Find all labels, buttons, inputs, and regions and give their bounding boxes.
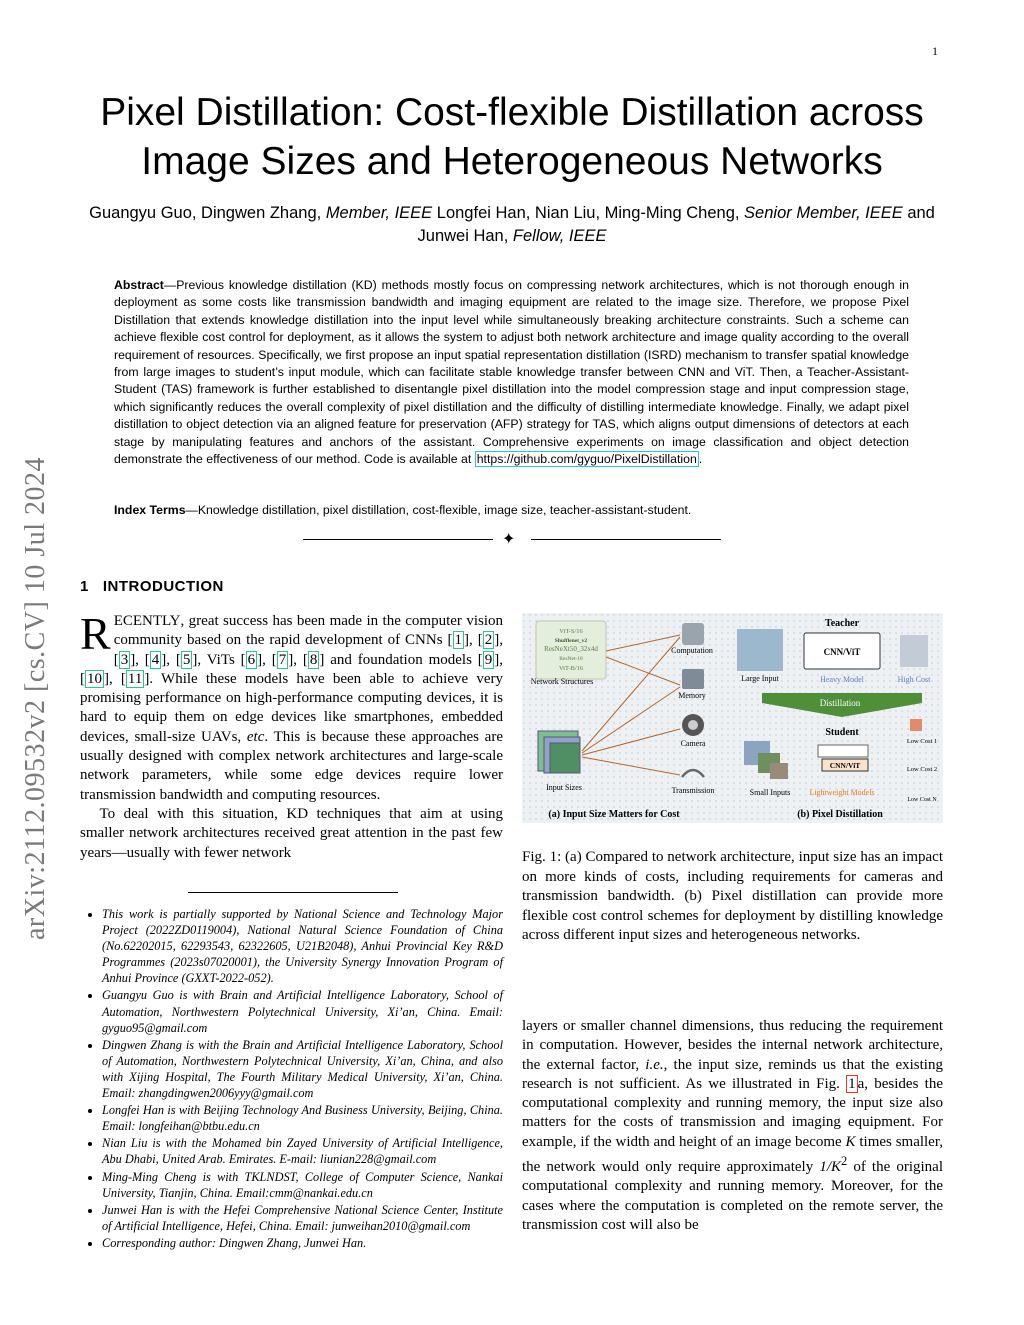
right-text-5: of the original computational complexity and running memory. Moreover, for the cases where the computation is completed on the remote server, the transmission cost will also be xyxy=(522,1159,943,1233)
figure-reference[interactable]: 1 xyxy=(848,1075,856,1092)
abstract xyxy=(114,277,909,468)
student-model: CNN/ViT xyxy=(829,761,861,770)
footnote: • Guangyu Guo is with Brain and Artificial Intelligence Laboratory, School of Automation, Northwestern Polytechnical University, Xi’an, China. Email: gyguo95@gmail.com xyxy=(102,987,503,1035)
section-heading xyxy=(80,578,224,595)
figure-1 xyxy=(522,613,943,823)
authors-part-1: Guangyu Guo, Dingwen Zhang, xyxy=(89,204,322,222)
math-sup: 2 xyxy=(841,1154,848,1169)
citation[interactable]: 8 xyxy=(309,651,318,668)
net-name: ResNet-18 xyxy=(559,656,583,662)
low-cost-label: Low Cost N xyxy=(907,797,937,803)
citation[interactable]: 10 xyxy=(87,670,102,687)
index-terms-text: —Knowledge distillation, pixel distillation, cost-flexible, image size, teacher-assistant-student. xyxy=(185,503,692,517)
footnote: • Corresponding author: Dingwen Zhang, Junwei Han. xyxy=(102,1235,503,1251)
cost-label: Camera xyxy=(680,739,706,748)
large-input-image xyxy=(737,629,783,671)
abstract-text: —Previous knowledge distillation (KD) methods mostly focus on compressing network architectures, which is not thorough enough in deployment as some costs like transmission bandwidth and imaging equipment are related to the image size. Therefore, we propose Pixel Distillation that extends knowledge distillation into the input level while simultaneously breaking architecture constraints. Such a scheme can achieve flexible cost control for deployment, as it allows the system to adjust both network architecture and image quality according to the overall requirement of resources. Specifically, we first propose an input spatial representation distillation (ISRD) mechanism to transfer spatial knowledge from large images to student’s input module, which can facilitate stable knowledge transfer between CNN and ViT. Then, a Teacher-Assistant-Student (TAS) framework is further established to disentangle pixel distillation into the model compression stage and input compression stage, which significantly reduces the overall complexity of pixel distillation and the difficulty of distilling intermediate knowledge. Finally, we adapt pixel distillation to object detection via an aligned feature for preservation (AFP) strategy for TAS, which aligns output dimensions of detectors at each stage by manipulating features and anchors of the assistant. Comprehensive experiments on image classification and object detection demonstrate the effectiveness of our method. Code is available at xyxy=(114,278,909,467)
footnote: • Dingwen Zhang is with the Brain and Artificial Intelligence Laboratory, School of Automation, Northwestern Polytechnical University, Xi’an, China, and also with Xijing Hospital, The Fourth Military Medical University, Xi’an, China. Email: zhangdingwen2006yyy@gmail.com xyxy=(102,1037,503,1101)
distillation-label: Distillation xyxy=(819,698,861,708)
citation[interactable]: 11 xyxy=(127,670,143,687)
low-cost-label: Low Cost 2 xyxy=(906,766,938,773)
intro-text-b: , ViTs xyxy=(197,651,241,668)
right-text-3: a, besides the computational complexity and running memory, the input size also matters for the costs of transmission and imaging equipment. For example, if the width and height of an image become xyxy=(522,1075,943,1150)
intro-etc: etc xyxy=(246,728,265,745)
network-structures-panel xyxy=(531,621,606,686)
citation[interactable]: 9 xyxy=(484,651,493,668)
index-terms-label: Index Terms xyxy=(114,503,186,517)
right-ie: i.e. xyxy=(645,1056,664,1073)
citation[interactable]: 4 xyxy=(151,651,160,668)
network-structures-label: Network Structures xyxy=(530,677,594,686)
abstract-label: Abstract xyxy=(114,278,164,292)
divider-star-icon: ✦ xyxy=(502,531,516,548)
citation[interactable]: 7 xyxy=(278,651,287,668)
footnotes xyxy=(80,906,503,1252)
dropcap: R xyxy=(80,608,111,659)
server-icon xyxy=(900,635,928,667)
intro-left-column xyxy=(80,608,504,863)
small-inputs-label: Small Inputs xyxy=(749,788,791,797)
chip-icon xyxy=(682,623,704,645)
intro-text-d: . While these models have been able to achieve very promising performance on high-performance computing devices, it is hard to equip them on edge devices like smartphones, embedded devices, small-size UAVs, xyxy=(80,670,503,745)
section-divider xyxy=(303,531,721,548)
author-role-3: Fellow, IEEE xyxy=(512,227,607,245)
page-number: 1 xyxy=(932,44,938,58)
author-role-2: Senior Member xyxy=(744,204,856,222)
citation[interactable]: 1 xyxy=(454,632,463,649)
high-cost-label: High Cost xyxy=(897,675,931,684)
index-terms xyxy=(114,503,909,517)
right-text-4: times smaller, the network would only require approximately xyxy=(522,1133,943,1176)
memory-icon xyxy=(682,669,704,689)
code-link[interactable]: https://github.com/gyguo/PixelDistillation xyxy=(476,452,697,467)
net-name: ViT-S/16 xyxy=(559,628,583,635)
intro-text-a: , great success has been made in the computer vision community based on the rapid development of CNNs xyxy=(113,613,503,649)
student-label: Student xyxy=(825,727,859,738)
intro-text-c: and foundation models xyxy=(324,651,478,668)
teacher-label: Teacher xyxy=(824,618,860,629)
authors-part-2: Longfei Han, Nian Liu, Ming-Ming Cheng, xyxy=(436,204,740,222)
input-sizes-label: Input Sizes xyxy=(546,783,582,792)
intro-paragraph-1: RECENTLY, great success has been made in the computer vision community based on the rapid development of CNNs [ 1 ], [ 2 ], [ 3 ], [ 4 ], [ 5 ], ViTs [ 6 ], [ 7 ], [ 8 ] and foundation models [ 9 ], [ 10 ], [ 11 ]. While these models have been able to achieve very promising performance on high-performance computing devices, it is hard to equip them on edge devices like smartphones, embedded devices, small-size UAVs, etc. This is because these approaches are usually designed with complex network architectures and large-scale network parameters, while some edge devices require lower transmission bandwidth and computing resources. xyxy=(80,608,504,803)
right-text-2: , the input size, reminds us that the existing research is not sufficient. As we illustrated in Fig. xyxy=(522,1056,943,1092)
net-name: Shufflenet_v2 xyxy=(554,638,588,644)
abstract-end: . xyxy=(698,452,703,467)
large-input-label: Large Input xyxy=(741,674,779,683)
first-word: ECENTLY xyxy=(113,613,181,629)
citation[interactable]: 3 xyxy=(120,651,129,668)
citation[interactable]: 6 xyxy=(247,651,256,668)
arxiv-identifier: arXiv:2112.09532v2 [cs.CV] 10 Jul 2024 xyxy=(20,456,51,940)
cost-label: Memory xyxy=(678,691,706,700)
right-column-text xyxy=(522,1017,943,1235)
low-cost-label: Low Cost 1 xyxy=(906,738,938,745)
cost-label: Computation xyxy=(671,646,713,655)
citation[interactable]: 5 xyxy=(182,651,191,668)
intro-paragraph-2: To deal with this situation, KD techniques that aim at using smaller network architectures received great attention in the past few years—usually with fewer network xyxy=(80,805,503,861)
footnote: • This work is partially supported by National Science and Technology Major Project (2022ZD0119004), National Natural Science Foundation of China (No.62202015, 62293543, 62322605, U21B2048), Anhui Provincial Key R&D Programmes (2023s07020001), the University Synergy Innovation Program of Anhui Province (GXXT-2022-052). xyxy=(102,906,503,986)
right-text-1: layers or smaller channel dimensions, thus reducing the requirement in computation. However, besides the internal network architecture, the external factor, xyxy=(522,1018,943,1073)
math-k: K xyxy=(845,1133,856,1150)
authors-part-3: and Junwei Han, xyxy=(417,204,935,245)
author-role-1: Member, IEEE xyxy=(325,204,433,222)
citation[interactable]: 2 xyxy=(484,632,493,649)
section-title: INTRODUCTION xyxy=(102,578,224,595)
math-frac: 1/K xyxy=(819,1159,841,1176)
cost-label: Transmission xyxy=(671,786,715,795)
net-name: ViT-B/16 xyxy=(558,665,584,672)
footnote: • Longfei Han is with Beijing Technology And Business University, Beijing, China. Email: longfeihan@btbu.edu.cn xyxy=(102,1102,503,1134)
author-list xyxy=(80,202,944,248)
footnote-rule xyxy=(188,892,398,893)
footnote: • Nian Liu is with the Mohamed bin Zayed University of Artificial Intelligence, Abu Dhabi, United Arab. Emirates. E-mail: liunian228@gmail.com xyxy=(102,1135,503,1167)
heavy-model-label: Heavy Model xyxy=(820,675,864,684)
net-name: ResNeXt50_32x4d xyxy=(544,645,598,653)
figure-a-caption: (a) Input Size Matters for Cost xyxy=(548,809,680,820)
figure-b-caption: (b) Pixel Distillation xyxy=(797,809,883,820)
section-number: 1 xyxy=(80,578,89,595)
footnote: • Junwei Han is with the Hefei Comprehensive National Science Center, Institute of Artificial Intelligence, Hefei, China. Email: junweihan2010@gmail.com xyxy=(102,1202,503,1234)
figure-caption: Fig. 1: (a) Compared to network architecture, input size has an impact on more kinds of costs, including requirements for cameras and transmission bandwidth. (b) Pixel distillation can provide more flexible cost control schemes for deployment by distilling knowledge across different input sizes and heterogeneous networks. xyxy=(522,849,943,944)
author-role-2-ieee: , IEEE xyxy=(855,204,903,222)
lightweight-models-label: Lightweight Models xyxy=(809,788,875,797)
footnote: • Ming-Ming Cheng is with TKLNDST, College of Computer Science, Nankai University, Tianjin, China. Email:cmm@nankai.edu.cn xyxy=(102,1169,503,1201)
intro-text-e: . This is because these approaches are usually designed with complex network architectures and large-scale network parameters, while some edge devices require lower transmission bandwidth and computing resources. xyxy=(80,728,503,803)
teacher-model: CNN/ViT xyxy=(823,647,861,657)
lock-icon xyxy=(910,719,922,731)
paper-title: Pixel Distillation: Cost-flexible Distillation across Image Sizes and Heterogeneous Networks xyxy=(100,91,924,183)
